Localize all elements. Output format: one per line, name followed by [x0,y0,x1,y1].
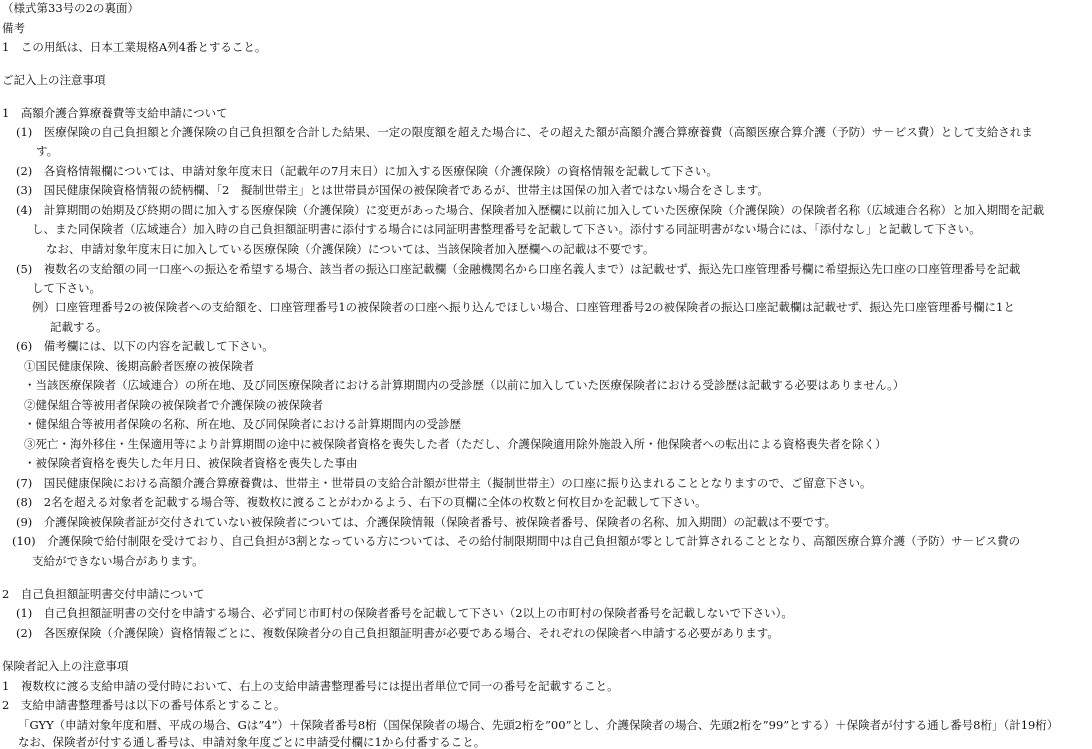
section1-item-6-case-2-detail: ・健保組合等被用者保険の名称、所在地、及び同保険者における計算期間内の受診歴 [24,417,461,431]
section1-item-6-case-1-detail: ・当該医療保険者（広域連合）の所在地、及び同医療保険者における計算期間内の受診歴（以前に加入していた医療保険者における受診歴は記載する必要はありません。） [24,378,905,392]
section1-item-10-cont: 支給ができない場合があります。 [32,554,204,568]
section2-item-2: (2) 各医療保険（介護保険）資格情報ごとに、複数保険者分の自己負担額証明書が必要である場合、それぞれの保険者へ申請する必要があります。 [16,626,779,640]
form-label: （様式第33号の2の裏面） [2,1,139,15]
section1-item-1: (1) 医療保険の自己負担額と介護保険の自己負担額を合計した結果、一定の限度額を超えた場合に、その超えた額が高額介護合算療養費（高額医療合算介護（予防）サ－ビス費）として支給されま [16,125,1033,139]
section1-item-4-cont: し、また同保険者（広域連合）加入時の自己負担額証明書に添付する場合には同証明書整理番号を記載して下さい。添付する同証明書がない場合には、「添付なし」と記載して下さい。 [32,222,981,236]
notes-heading: ご記入上の注意事項 [2,73,106,87]
remarks-item-1: 1 この用紙は、日本工業規格A列4番とすること。 [2,40,267,54]
section1-item-5: (5) 複数名の支給額の同一口座への振込を希望する場合、該当者の振込口座記載欄（金融機関名から口座名義人まで）は記載せず、振込先口座管理番号欄に希望振込先口座の口座管理番号を記載 [16,262,1021,276]
section1-item-10: (10) 介護保険で給付制限を受けており、自己負担が3割となっている方については、その給付制限期間中は自己負担額が零として計算されることとなり、高額医療合算介護（予防）サ－ビス費の [12,534,1021,548]
section2-item-1: (1) 自己負担額証明書の交付を申請する場合、必ず同じ市町村の保険者番号を記載して下さい（2以上の市町村の保険者番号を記載しないで下さい）。 [16,606,793,620]
section1-item-4: (4) 計算期間の始期及び終期の間に加入する医療保険（介護保険）に変更があった場合、保険者加入歴欄に以前に加入していた医療保険（介護保険）の保険者名称（広域連合名称）と加入期間を記載 [16,203,1045,217]
remarks-heading: 備考 [2,21,25,35]
section1-item-5-example-cont: 記載する。 [50,320,108,334]
section1-item-5-cont: して下さい。 [32,281,101,295]
insurer-notes-item-2: 2 支給申請書整理番号は以下の番号体系とすること。 [2,698,286,712]
insurer-notes-number-format: 「GYY（申請対象年度和暦、平成の場合、Gは”4”）＋保険者番号8桁（国保保険者の場合、先頭2桁を”00”とし、介護保険者の場合、先頭2桁を”99”とする）＋保険者が付する通し番号8桁」（計19桁） [18,718,1059,732]
section1-item-3: (3) 国民健康保険資格情報の続柄欄、「2 擬制世帯主」とは世帯員が国保の被保険者であるが、世帯主は国保の加入者ではない場合をさします。 [16,183,769,197]
section1-item-5-example: 例）口座管理番号2の被保険者への支給額を、口座管理番号1の被保険者の口座へ振り込んでほしい場合、口座管理番号2の被保険者の振込口座記載欄は記載せず、振込先口座管理番号欄に1と [32,300,1015,314]
section1-item-6-case-3-detail: ・被保険者資格を喪失した年月日、被保険者資格を喪失した事由 [24,456,358,470]
section2-title: 2 自己負担額証明書交付申請について [2,587,205,601]
section1-item-6-case-3: ③死亡・海外移住・生保適用等により計算期間の途中に被保険者資格を喪失した者（ただし、介護保険適用除外施設入所・他保険者への転出による資格喪失者を除く） [24,437,887,451]
section1-item-1-cont: す。 [36,144,59,158]
section1-item-4-note: なお、申請対象年度末日に加入している医療保険（介護保険）については、当該保険者加入歴欄への記載は不要です。 [46,242,655,256]
section1-item-2: (2) 各資格情報欄については、申請対象年度末日（記載年の7月末日）に加入する医療保険（介護保険）の資格情報を記載して下さい。 [16,164,718,178]
section1-item-6-case-1: ①国民健康保険、後期高齢者医療の被保険者 [24,359,254,373]
section1-item-9: (9) 介護保険被保険者証が交付されていない被保険者については、介護保険情報（保険者番号、被保険者番号、保険者の名称、加入期間）の記載は不要です。 [16,515,837,529]
section1-item-6-case-2: ②健保組合等被用者保険の被保険者で介護保険の被保険者 [24,398,323,412]
section1-item-6: (6) 備考欄には、以下の内容を記載して下さい。 [16,339,274,353]
section1-title: 1 高額介護合算療養費等支給申請について [2,106,228,120]
section1-item-7: (7) 国民健康保険における高額介護合算療養費は、世帯主・世帯員の支給合計額が世帯主（擬制世帯主）の口座に振り込まれることとなりますので、ご留意下さい。 [16,476,872,490]
section1-item-8: (8) 2名を超える対象者を記載する場合等、複数枚に渡ることがわかるよう、右下の頁欄に全体の枚数と何枚目かを記載して下さい。 [16,495,707,509]
insurer-notes-serial-note: なお、保険者が付する通し番号は、申請対象年度ごとに申請受付欄に1から付番すること。 [18,735,486,749]
insurer-notes-item-1: 1 複数枚に渡る支給申請の受付時において、右上の支給申請書整理番号には提出者単位で同一の番号を記載すること。 [2,679,619,693]
insurer-notes-heading: 保険者記入上の注意事項 [2,659,129,673]
